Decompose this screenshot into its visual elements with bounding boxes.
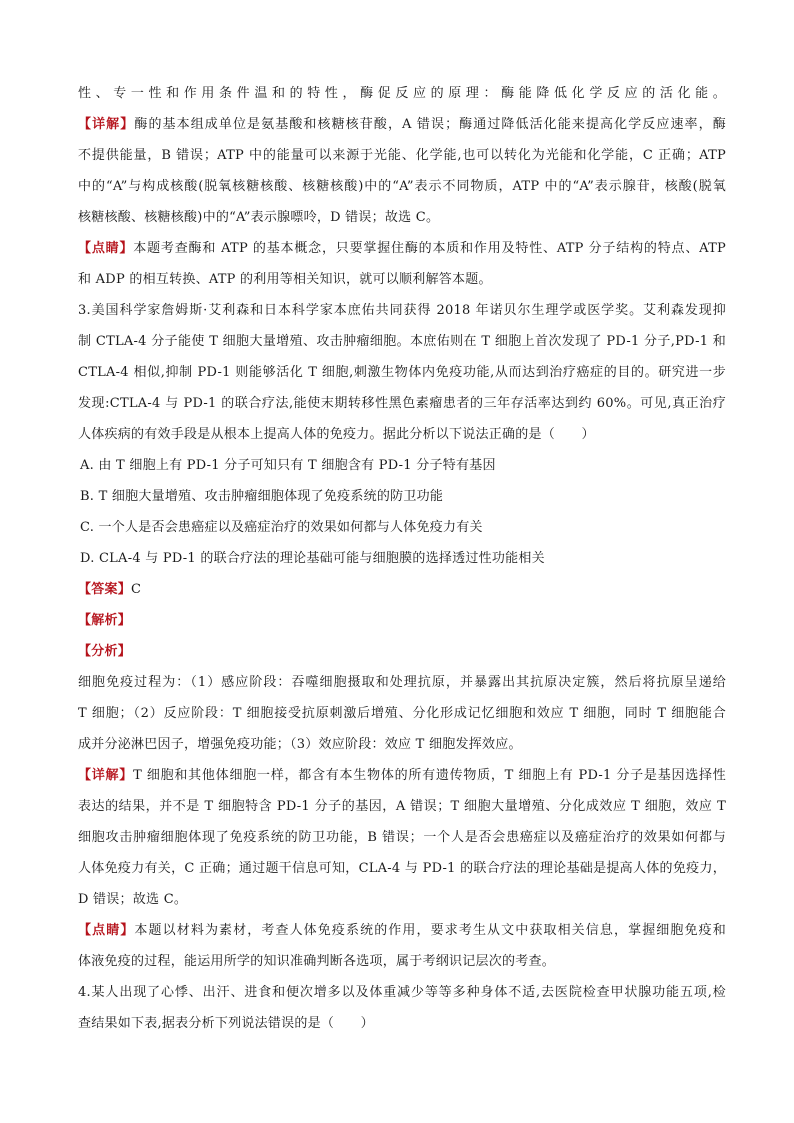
q4-stem-line-1: 4.某人出现了心悸、出汗、进食和便次增多以及体重减少等等多种身体不适,去医院检查甲状腺功能五项,检 (78, 985, 726, 1000)
q3-analyze-heading (78, 636, 726, 667)
q4-stem-line-2: 查结果如下表,据表分析下列说法错误的是（ ） (78, 1016, 374, 1031)
q3-stem-line-2: 制 CTLA-4 分子能使 T 细胞大量增殖、攻击肿瘤细胞。本庶佑则在 T 细胞上首次发现了 PD-1 分子,PD-1 和 (78, 334, 726, 349)
q3-answer (78, 574, 726, 605)
q3-stem-line-1: 3.美国科学家詹姆斯·艾利森和日本科学家本庶佑共同获得 2018 年诺贝尔生理学或医学奖。艾利森发现抑 (78, 303, 726, 318)
q3-option-b: B. T 细胞大量增殖、攻击肿瘤细胞体现了免疫系统的防卫功能 (80, 489, 444, 504)
page-content (78, 78, 726, 1039)
q3-detail-line-2: 表达的结果，并不是 T 细胞特含 PD-1 分子的基因，A 错误；T 细胞大量增殖、分化成效应 T 细胞，效应 T (78, 799, 726, 814)
q3-comment-line-2: 体液免疫的过程，能运用所学的知识准确判断各选项，属于考纲识记层次的考查。 (78, 954, 556, 969)
detail-tag: 【详解】 (78, 768, 134, 783)
q3-detail-line-1 (78, 760, 726, 791)
comment-text: 本题考查酶和 ATP 的基本概念，只要掌握住酶的本质和作用及特性、ATP 分子结构的特点、ATP (133, 241, 726, 256)
answer-value: C (131, 582, 142, 597)
q3-comment-line-1 (78, 915, 726, 946)
prev-intro-tail: 性、专一性和作用条件温和的特性，酶促反应的原理：酶能降低化学反应的活化能。 (78, 86, 726, 101)
prev-detail-line-4: 核糖核酸、核糖核酸)中的“A”表示腺嘌呤，D 错误；故选 C。 (78, 210, 440, 225)
analyze-tag: 【分析】 (78, 644, 132, 659)
q3-option-d: D. CLA-4 与 PD-1 的联合疗法的理论基础可能与细胞膜的选择透过性功能相关 (80, 551, 545, 566)
prev-detail-line-3: 中的“A”与构成核酸(脱氧核糖核酸、核糖核酸)中的“A”表示不同物质，ATP 中的“A”表示腺苷，核酸(脱氧 (78, 179, 726, 194)
prev-comment-line-2: 和 ADP 的相互转换、ATP 的利用等相关知识，就可以顺利解答本题。 (78, 272, 492, 287)
prev-comment-line-1 (78, 233, 726, 264)
q3-analyze-line-1: 细胞免疫过程为：（1）感应阶段：吞噬细胞摄取和处理抗原，并暴露出其抗原决定簇，然后将抗原呈递给 (78, 675, 726, 690)
detail-tag: 【详解】 (78, 117, 135, 132)
comment-tag: 【点睛】 (78, 241, 134, 256)
q3-option-c: C. 一个人是否会患癌症以及癌症治疗的效果如何都与人体免疫力有关 (80, 520, 483, 535)
answer-tag: 【答案】 (78, 582, 132, 597)
q3-analyze-line-2: T 细胞；（2）反应阶段：T 细胞接受抗原刺激后增殖、分化形成记忆细胞和效应 T 细胞，同时 T 细胞能合 (78, 706, 726, 721)
prev-detail-line-1 (78, 109, 726, 140)
analysis-tag: 【解析】 (78, 613, 132, 628)
q3-option-a: A. 由 T 细胞上有 PD-1 分子可知只有 T 细胞含有 PD-1 分子特有基因 (80, 458, 496, 473)
q3-analysis-heading (78, 605, 726, 636)
q3-detail-line-3: 细胞攻击肿瘤细胞体现了免疫系统的防卫功能，B 错误；一个人是否会患癌症以及癌症治疗的效果如何都与 (78, 830, 726, 845)
prev-detail-line-2: 不提供能量，B 错误；ATP 中的能量可以来源于光能、化学能,也可以转化为光能和化学能，C 正确；ATP (78, 148, 726, 163)
q3-detail-line-4: 人体免疫力有关，C 正确；通过题干信息可知，CLA-4 与 PD-1 的联合疗法的理论基础是提高人体的免疫力， (78, 861, 726, 876)
q3-stem-line-5: 人体疾病的有效手段是从根本上提高人体的免疫力。据此分析以下说法正确的是（ ） (78, 427, 595, 442)
q3-stem-line-3: CTLA-4 相似,抑制 PD-1 则能够活化 T 细胞,刺激生物体内免疫功能,从而达到治疗癌症的目的。研究进一步 (78, 365, 726, 380)
comment-tag: 【点睛】 (78, 923, 135, 938)
detail-text: 酶的基本组成单位是氨基酸和核糖核苷酸，A 错误；酶通过降低活化能来提高化学反应速率，酶 (134, 117, 726, 132)
q3-detail-line-5: D 错误；故选 C。 (78, 892, 188, 907)
detail-text: T 细胞和其他体细胞一样，都含有本生物体的所有遗传物质，T 细胞上有 PD-1 分子是基因选择性 (133, 768, 726, 783)
q3-analyze-line-3: 成并分泌淋巴因子，增强免疫功能；（3）效应阶段：效应 T 细胞发挥效应。 (78, 737, 522, 752)
q3-stem-line-4: 发现:CTLA-4 与 PD-1 的联合疗法,能使末期转移性黑色素瘤患者的三年存活率达到约 60%。可见,真正治疗 (78, 396, 726, 411)
comment-text: 本题以材料为素材，考查人体免疫系统的作用，要求考生从文中获取相关信息，掌握细胞免疫和 (134, 923, 726, 938)
